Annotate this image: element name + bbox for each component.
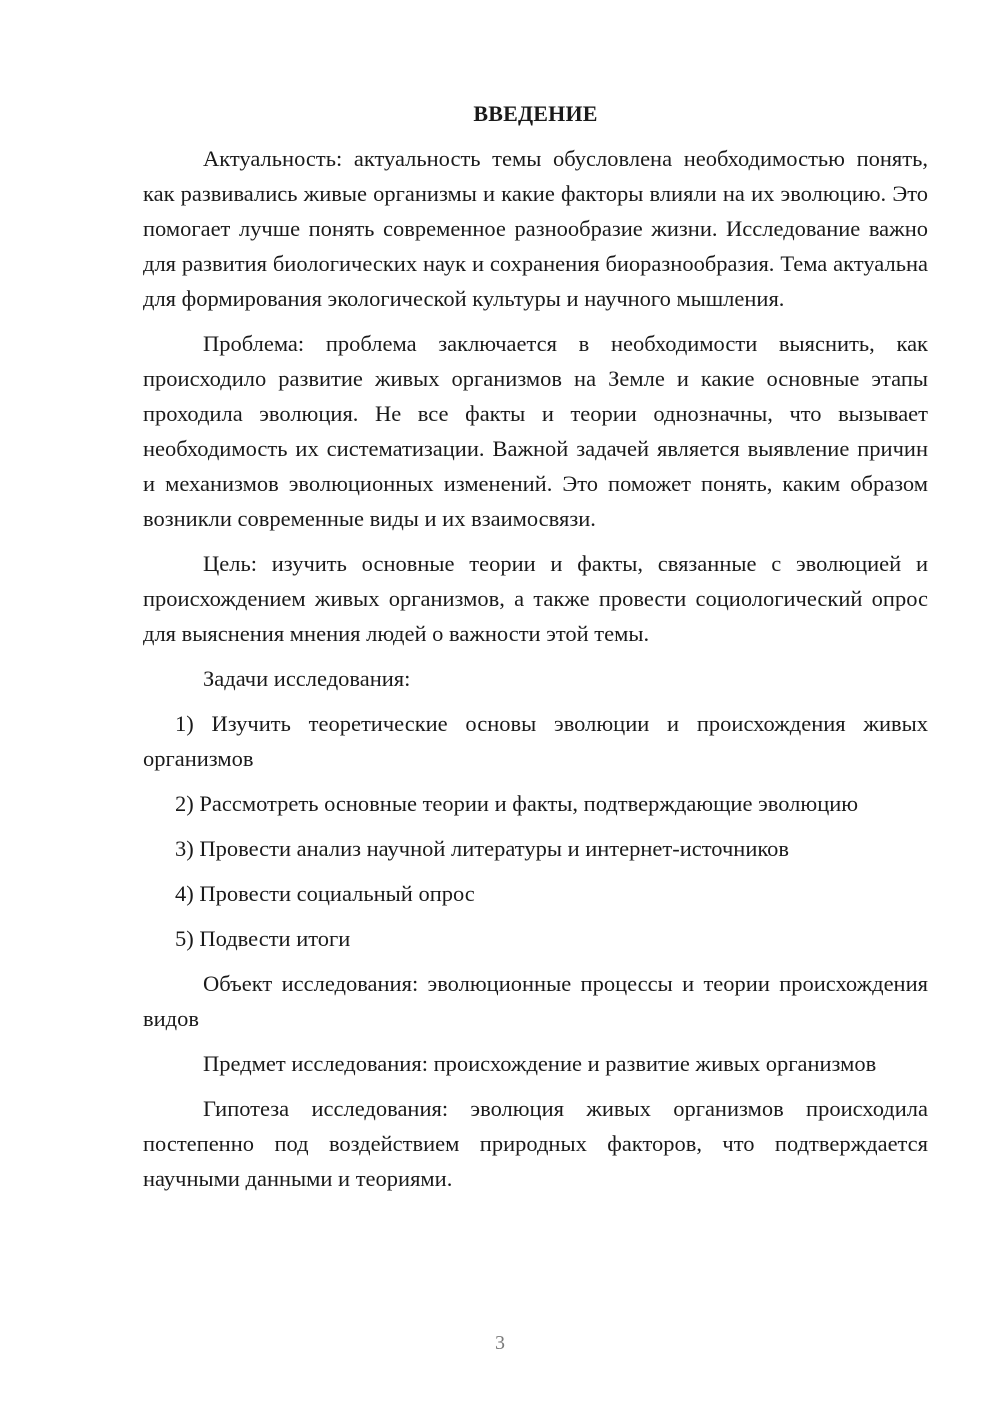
task-item-4: 4) Провести социальный опрос <box>175 881 475 906</box>
goal-paragraph: Цель: изучить основные теории и факты, связанные с эволюцией и происхождением живых организмов, а также провести социологический опрос для выяснения мнения людей о важности этой темы. <box>143 551 928 646</box>
task-item-2: 2) Рассмотреть основные теории и факты, подтверждающие эволюцию <box>175 791 859 816</box>
page-content <box>143 96 928 1206</box>
task-item-3: 3) Провести анализ научной литературы и интернет-источников <box>175 836 790 861</box>
page-number: 3 <box>495 1332 505 1354</box>
tasks-heading: Задачи исследования: <box>203 666 411 691</box>
hypothesis-paragraph: Гипотеза исследования: эволюция живых организмов происходила постепенно под воздействием природных факторов, что подтверждается научными данными и теориями. <box>143 1096 928 1191</box>
task-item-1: 1) Изучить теоретические основы эволюции и происхождения живых организмов <box>143 711 928 771</box>
relevance-paragraph: Актуальность: актуальность темы обусловлена необходимостью понять, как развивались живые организмы и какие факторы влияли на их эволюцию. Это помогает лучше понять современное разнообразие жизни. Исследование важно для развития биологических наук и сохранения биоразнообразия. Тема актуальна для формирования экологической культуры и научного мышления. <box>143 146 928 311</box>
task-item-5: 5) Подвести итоги <box>175 926 351 951</box>
object-paragraph: Объект исследования: эволюционные процессы и теории происхождения видов <box>143 971 928 1031</box>
problem-paragraph: Проблема: проблема заключается в необходимости выяснить, как происходило развитие живых организмов на Земле и какие основные этапы проходила эволюция. Не все факты и теории однозначны, что вызывает необходимость их систематизации. Важной задачей является выявление причин и механизмов эволюционных изменений. Это поможет понять, каким образом возникли современные виды и их взаимосвязи. <box>143 331 928 531</box>
section-title: ВВЕДЕНИЕ <box>473 101 598 126</box>
subject-paragraph: Предмет исследования: происхождение и развитие живых организмов <box>203 1051 877 1076</box>
